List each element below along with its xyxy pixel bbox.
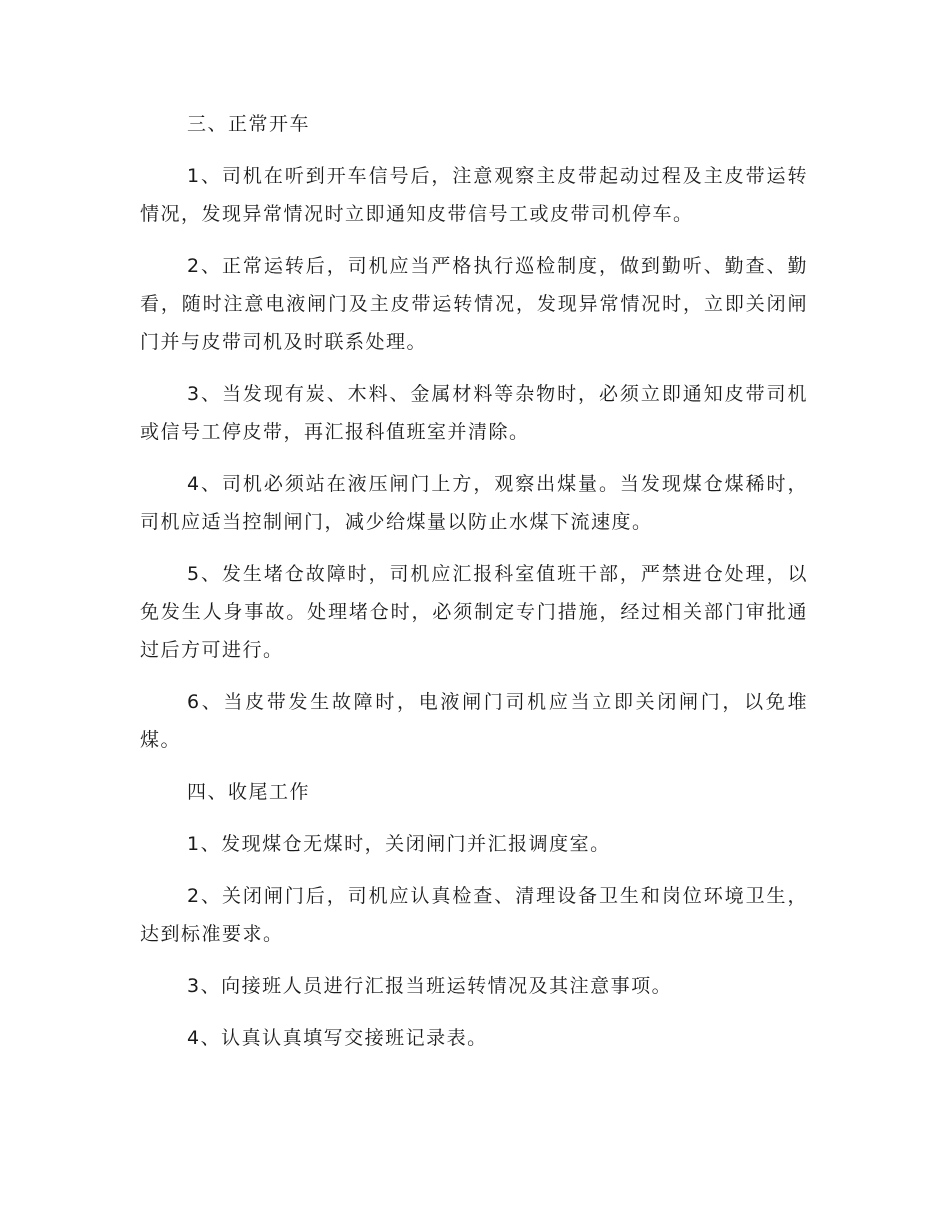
paragraph-3: 3、当发现有炭、木料、金属材料等杂物时，必须立即通知皮带司机或信号工停皮带，再汇报科值班室并清除。 bbox=[140, 383, 808, 443]
paragraph-8: 2、关闭闸门后，司机应认真检查、清理设备卫生和岗位环境卫生，达到标准要求。 bbox=[140, 885, 808, 945]
paragraph-6: 6、当皮带发生故障时，电液闸门司机应当立即关闭闸门，以免堆煤。 bbox=[140, 691, 808, 751]
paragraph-9: 3、向接班人员进行汇报当班运转情况及其注意事项。 bbox=[187, 975, 673, 997]
paragraph-5: 5、发生堵仓故障时，司机应汇报科室值班干部，严禁进仓处理，以免发生人身事故。处理堵仓时，必须制定专门措施，经过相关部门审批通过后方可进行。 bbox=[140, 563, 808, 661]
section-heading-normal-start: 三、正常开车 bbox=[187, 113, 311, 135]
paragraph-10: 4、认真认真填写交接班记录表。 bbox=[187, 1027, 488, 1049]
document-page bbox=[140, 105, 808, 1057]
paragraph-2: 2、正常运转后，司机应当严格执行巡检制度，做到勤听、勤查、勤看，随时注意电液闸门及主皮带运转情况，发现异常情况时，立即关闭闸门并与皮带司机及时联系处理。 bbox=[140, 255, 808, 353]
section-heading-wrap-up: 四、收尾工作 bbox=[187, 781, 311, 803]
paragraph-1: 1、司机在听到开车信号后，注意观察主皮带起动过程及主皮带运转情况，发现异常情况时立即通知皮带信号工或皮带司机停车。 bbox=[140, 165, 808, 225]
paragraph-7: 1、发现煤仓无煤时，关闭闸门并汇报调度室。 bbox=[187, 833, 611, 855]
paragraph-4: 4、司机必须站在液压闸门上方，观察出煤量。当发现煤仓煤稀时，司机应适当控制闸门，减少给煤量以防止水煤下流速度。 bbox=[140, 473, 808, 533]
